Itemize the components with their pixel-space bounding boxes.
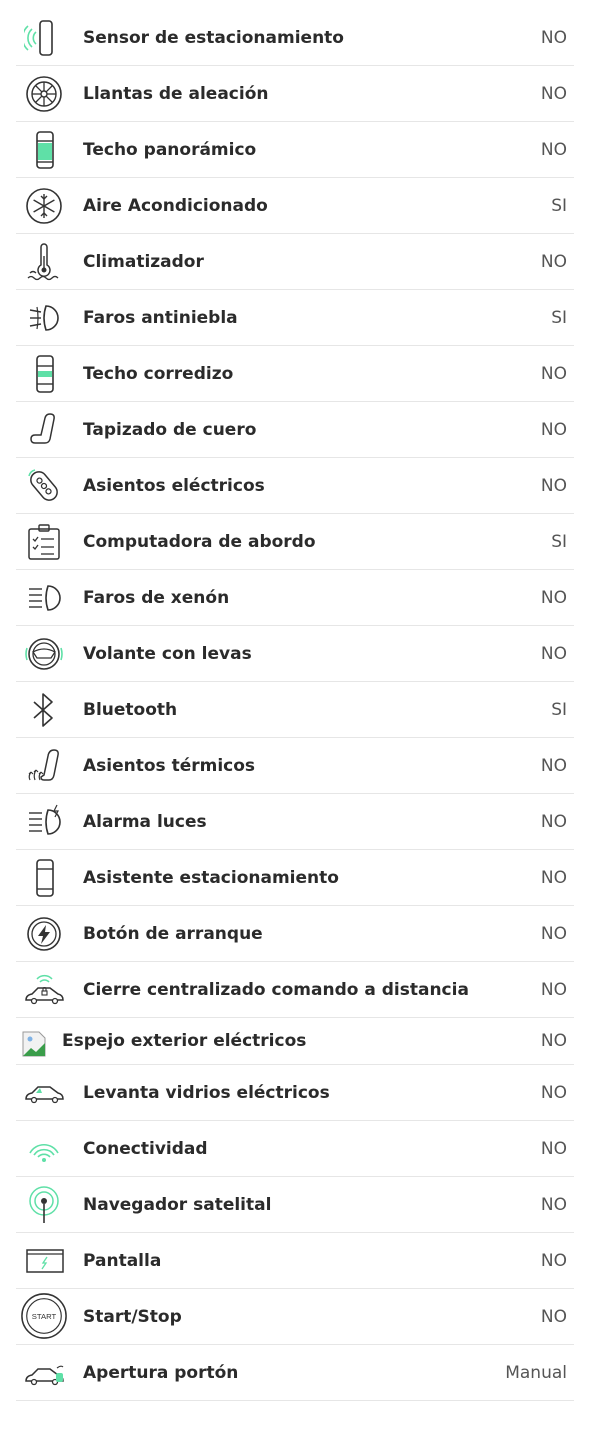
feature-label: Volante con levas (83, 644, 252, 664)
feature-value: NO (540, 924, 567, 944)
feature-value: NO (540, 420, 567, 440)
feature-value: SI (551, 308, 567, 328)
feature-value: NO (540, 1195, 567, 1215)
feature-value: NO (540, 1139, 567, 1159)
list-item (16, 570, 574, 626)
sunroof-icon (24, 354, 64, 394)
feature-label: Apertura portón (83, 1363, 239, 1383)
feature-value: NO (540, 28, 567, 48)
clipboard-checklist-icon (24, 522, 64, 562)
list-item (16, 1233, 574, 1289)
feature-value: NO (540, 588, 567, 608)
start-stop-icon-text: START (31, 1311, 57, 1321)
steering-wheel-icon (24, 634, 64, 674)
list-item (16, 346, 574, 402)
feature-value: NO (540, 644, 567, 664)
list-item (16, 402, 574, 458)
feature-value: Manual (505, 1363, 567, 1383)
list-item (16, 234, 574, 290)
feature-label: Llantas de aleación (83, 84, 269, 104)
feature-label: Alarma luces (83, 812, 207, 832)
gps-pin-icon (24, 1185, 64, 1225)
light-alarm-icon (24, 802, 64, 842)
feature-label: Faros antiniebla (83, 308, 238, 328)
feature-value: SI (551, 532, 567, 552)
feature-value: SI (551, 700, 567, 720)
list-item (16, 178, 574, 234)
feature-label: Conectividad (83, 1139, 208, 1159)
heated-seat-icon (24, 746, 64, 786)
list-item (16, 1177, 574, 1233)
feature-value: NO (540, 868, 567, 888)
leather-seat-icon (24, 410, 64, 450)
list-item (16, 66, 574, 122)
start-stop-icon (20, 1292, 68, 1340)
fog-light-icon (24, 298, 64, 338)
feature-value: NO (540, 756, 567, 776)
features-list (16, 10, 574, 1401)
list-item (16, 1065, 574, 1121)
xenon-light-icon (24, 578, 64, 618)
list-item (16, 906, 574, 962)
feature-label: Techo panorámico (83, 140, 257, 160)
list-item (16, 682, 574, 738)
list-item (16, 458, 574, 514)
feature-value: SI (551, 196, 567, 216)
feature-label: Tapizado de cuero (83, 420, 257, 440)
snowflake-icon (24, 186, 64, 226)
car-tailgate-icon (24, 1353, 64, 1393)
feature-label: Aire Acondicionado (83, 196, 268, 216)
feature-label: Sensor de estacionamiento (83, 28, 344, 48)
list-item (16, 1018, 574, 1065)
feature-label: Techo corredizo (83, 364, 234, 384)
feature-label: Asientos eléctricos (83, 476, 265, 496)
list-item (16, 626, 574, 682)
feature-value: NO (540, 980, 567, 1000)
feature-label: Start/Stop (83, 1307, 182, 1327)
list-item (16, 738, 574, 794)
feature-label: Cierre centralizado comando a distancia (83, 980, 469, 1000)
alloy-wheel-icon (24, 74, 64, 114)
feature-value: NO (540, 1251, 567, 1271)
feature-value: NO (540, 476, 567, 496)
feature-value: NO (540, 1307, 567, 1327)
start-button-bolt-icon (24, 914, 64, 954)
wifi-signal-icon (24, 1129, 64, 1169)
list-item (16, 290, 574, 346)
list-item (16, 1345, 574, 1401)
broken-image-icon (22, 1031, 48, 1057)
feature-value: NO (540, 364, 567, 384)
list-item (16, 850, 574, 906)
list-item (16, 1121, 574, 1177)
feature-label: Climatizador (83, 252, 204, 272)
list-item (16, 10, 574, 66)
feature-value: NO (540, 140, 567, 160)
screen-icon (24, 1241, 64, 1281)
bluetooth-icon (24, 690, 64, 730)
feature-value: NO (540, 252, 567, 272)
feature-label: Botón de arranque (83, 924, 263, 944)
feature-value: NO (540, 84, 567, 104)
car-window-icon (24, 1073, 64, 1113)
feature-label: Asientos térmicos (83, 756, 256, 776)
feature-label: Levanta vidrios eléctricos (83, 1083, 330, 1103)
feature-value: NO (540, 1083, 567, 1103)
list-item (16, 514, 574, 570)
thermometer-icon (24, 242, 64, 282)
feature-value: NO (540, 812, 567, 832)
feature-label: Bluetooth (83, 700, 178, 720)
feature-value: NO (540, 1031, 567, 1051)
parking-sensor-icon (24, 18, 64, 58)
parking-assist-icon (24, 858, 64, 898)
panoramic-roof-icon (24, 130, 64, 170)
list-item (16, 962, 574, 1018)
car-lock-remote-icon (24, 970, 64, 1010)
feature-label: Pantalla (83, 1251, 162, 1271)
feature-label: Espejo exterior eléctricos (62, 1031, 307, 1051)
key-fob-icon (24, 466, 64, 506)
feature-label: Faros de xenón (83, 588, 230, 608)
list-item (16, 122, 574, 178)
list-item (16, 1289, 574, 1345)
feature-label: Asistente estacionamiento (83, 868, 339, 888)
list-item (16, 794, 574, 850)
feature-label: Computadora de abordo (83, 532, 316, 552)
feature-label: Navegador satelital (83, 1195, 272, 1215)
